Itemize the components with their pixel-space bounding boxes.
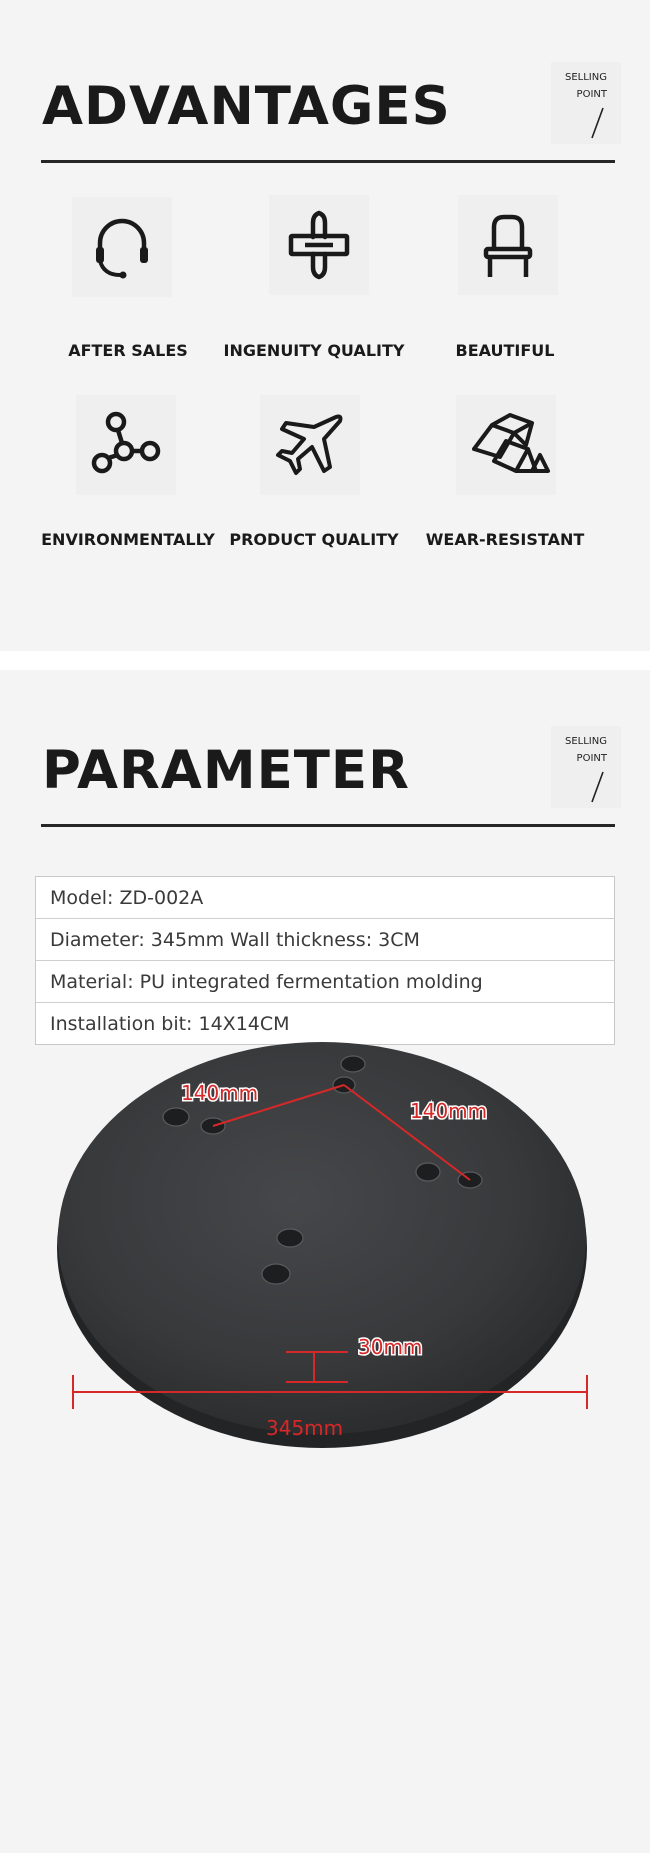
advantage-icon-box	[76, 395, 176, 495]
advantage-item-product-quality	[219, 397, 409, 587]
advantage-item-wear-resistant	[410, 397, 600, 587]
dimension-label-thickness: 30mm	[358, 1335, 423, 1359]
pillar-icon	[283, 209, 355, 281]
parameter-row-installation: Installation bit: 14X14CM	[50, 1012, 290, 1035]
advantage-icon-box	[269, 195, 369, 295]
selling-point-badge	[551, 62, 621, 144]
advantage-icon-box	[260, 395, 360, 495]
advantage-label: ENVIRONMENTALLY	[41, 530, 215, 549]
advantage-icon-box	[456, 395, 556, 495]
advantage-label: INGENUITY QUALITY	[223, 341, 405, 360]
selling-point-line1: SELLING	[565, 72, 607, 83]
slash-icon	[587, 106, 607, 140]
advantage-item-beautiful	[410, 207, 600, 397]
product-photo	[0, 670, 650, 1853]
advantage-item-environmentally	[33, 397, 223, 587]
advantage-icon-box	[72, 197, 172, 297]
parameter-section	[0, 670, 650, 1853]
title-divider	[41, 160, 615, 163]
gold-bars-icon	[470, 409, 554, 481]
airplane-icon	[274, 409, 346, 481]
selling-point-line2: POINT	[576, 89, 607, 100]
advantage-item-ingenuity-quality	[219, 207, 409, 397]
advantage-item-after-sales	[33, 207, 223, 397]
parameter-row-diameter: Diameter: 345mm Wall thickness: 3CM	[36, 919, 614, 961]
chair-icon	[472, 209, 544, 281]
advantage-icon-box	[458, 195, 558, 295]
dimension-label-diameter: 345mm	[266, 1416, 344, 1440]
seat-disc	[58, 1042, 586, 1434]
headset-icon	[86, 211, 158, 283]
advantage-label: AFTER SALES	[68, 341, 188, 360]
advantage-label: BEAUTIFUL	[455, 341, 555, 360]
parameter-row-model: Model: ZD-002A	[36, 877, 614, 919]
selling-point-line2: POINT	[576, 753, 607, 764]
advantages-title: ADVANTAGES	[42, 76, 451, 137]
parameter-title: PARAMETER	[42, 740, 410, 801]
advantages-section	[0, 0, 650, 651]
dimension-label-hole-right: 140mm	[410, 1099, 488, 1123]
parameter-row-material: Material: PU integrated fermentation molding	[36, 961, 614, 1003]
advantage-label: PRODUCT QUALITY	[229, 530, 399, 549]
molecule-icon	[90, 409, 168, 481]
dimension-label-hole-left: 140mm	[181, 1081, 259, 1105]
advantage-label: WEAR-RESISTANT	[425, 530, 585, 549]
selling-point-line1: SELLING	[565, 736, 607, 747]
